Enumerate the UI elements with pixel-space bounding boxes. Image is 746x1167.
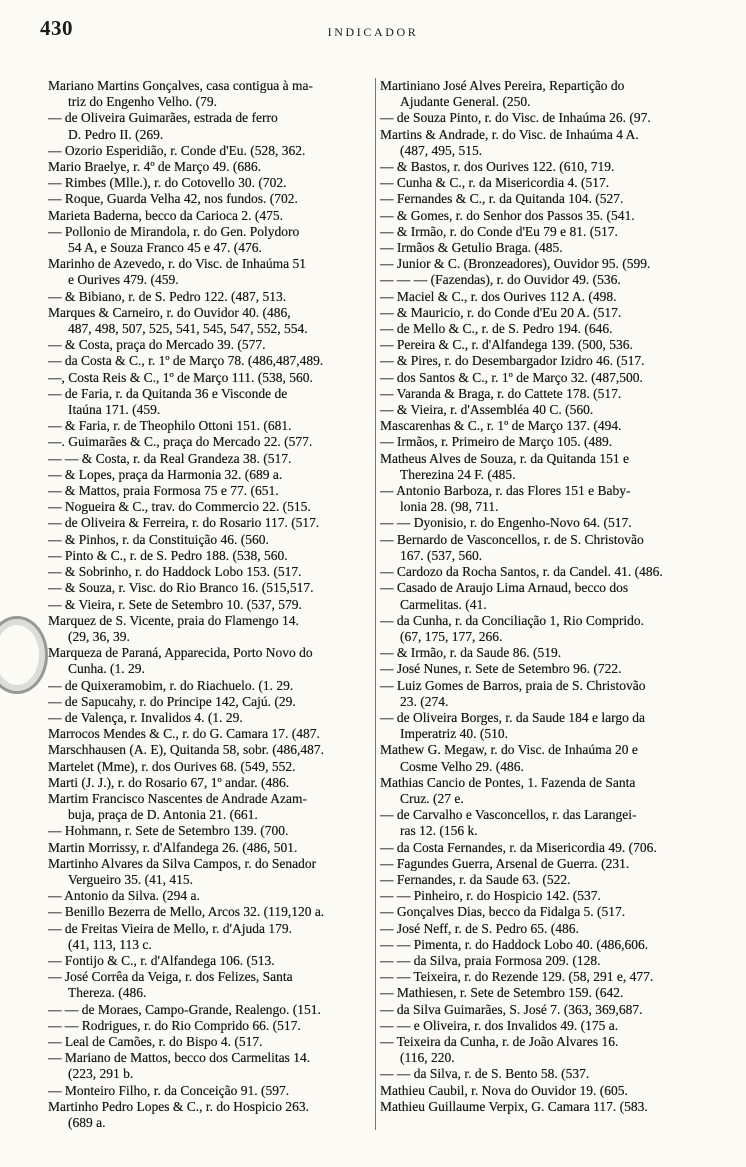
directory-entry: — de Faria, r. da Quitanda 36 e Visconde de Itaúna 171. (459. <box>48 385 288 418</box>
directory-entry: — — da Silva, r. de S. Bento 58. (537. <box>380 1066 590 1082</box>
directory-entry: — Fagundes Guerra, Arsenal de Guerra. (231. <box>380 855 630 871</box>
directory-entry: — & Vieira, r. Sete de Setembro 10. (537, 579. <box>48 596 302 612</box>
directory-entry: — & Lopes, praça da Harmonia 32. (689 a. <box>48 466 283 482</box>
directory-entry: Martin Morrissy, r. d'Alfandega 26. (486, 501. <box>48 839 298 855</box>
left-column <box>48 78 370 1131</box>
directory-entry: Mathieu Caubil, r. Nova do Ouvidor 19. (605. <box>380 1082 628 1098</box>
directory-entry: — Luiz Gomes de Barros, praia de S. Christovão 23. (274. <box>380 677 646 709</box>
right-column <box>380 78 706 1115</box>
directory-entry: — dos Santos & C., r. 1º de Março 32. (487,500. <box>380 369 643 385</box>
directory-entry: — Fernandes, r. da Saude 63. (522. <box>380 871 571 887</box>
directory-entry: — de Carvalho e Vasconcellos, r. das Larangei- ras 12. (156 k. <box>380 807 637 839</box>
directory-entry: — & Faria, r. de Theophilo Ottoni 151. (681. <box>48 418 292 434</box>
directory-entry: — da Costa & C., r. 1º de Março 78. (486,487,489. <box>48 353 324 369</box>
directory-entry: — Mathiesen, r. Sete de Setembro 159. (642. <box>380 985 624 1001</box>
directory-entry: — Nogueira & C., trav. do Commercio 22. (515. <box>48 499 311 515</box>
directory-entry: Marinho de Azevedo, r. do Visc. de Inhaúma 51 e Ourives 479. (459. <box>48 256 307 288</box>
directory-entry: — Antonio Barboza, r. das Flores 151 e Baby- lonia 28. (98, 711. <box>380 483 631 515</box>
directory-entry: — Cardozo da Rocha Santos, r. da Candel. 41. (486. <box>380 564 663 580</box>
page-number: 430 <box>40 16 73 40</box>
directory-entry: — — — (Fazendas), r. do Ouvidor 49. (536. <box>380 272 621 288</box>
directory-entry: Martim Francisco Nascentes de Andrade Azam- buja, praça de D. Antonia 21. (661. <box>48 790 308 823</box>
directory-entry: — de Oliveira & Ferreira, r. do Rosario 117. (517. <box>48 515 320 531</box>
directory-entry: — Irmãos & Getulio Braga. (485. <box>380 240 563 256</box>
directory-entry: — Pinto & C., r. de S. Pedro 188. (538, 560. <box>48 547 288 563</box>
directory-entry: — de Oliveira Borges, r. da Saude 184 e largo da Imperatriz 40. (510. <box>380 709 645 742</box>
directory-entry: — & Mattos, praia Formosa 75 e 77. (651. <box>48 483 279 499</box>
directory-entry: — Rimbes (Mlle.), r. do Cotovello 30. (702. <box>48 175 287 191</box>
directory-entry: — de Oliveira Guimarães, estrada de ferro D. Pedro II. (269. <box>48 110 278 142</box>
directory-entry: Mario Braelye, r. 4º de Março 49. (686. <box>48 159 262 175</box>
directory-entry: — José Corrêa da Veiga, r. dos Felizes, Santa Thereza. (486. <box>48 969 293 1001</box>
directory-entry: Matheus Alves de Souza, r. da Quitanda 151 e Therezina 24 F. (485. <box>380 450 629 482</box>
directory-entry: —, Costa Reis & C., 1º de Março 111. (538, 560. <box>48 369 313 385</box>
directory-entry: —. Guimarães & C., praça do Mercado 22. (577. <box>48 434 313 450</box>
directory-entry: — Fernandes & C., r. da Quitanda 104. (527. <box>380 191 624 207</box>
directory-entry: — Varanda & Braga, r. do Cattete 178. (517. <box>380 385 622 401</box>
directory-entry: Mathias Cancio de Pontes, 1. Fazenda de Santa Cruz. (27 e. <box>380 774 636 806</box>
directory-entry: Mariano Martins Gonçalves, casa contigua à ma- triz do Engenho Velho. (79. <box>48 78 314 110</box>
directory-entry: Martinho Alvares da Silva Campos, r. do Senador Vergueiro 35. (41, 415. <box>48 855 317 887</box>
directory-entry: — de Valença, r. Invalidos 4. (1. 29. <box>48 709 243 725</box>
directory-entry: — José Nunes, r. Sete de Setembro 96. (722. <box>380 661 622 677</box>
directory-entry: Martinho Pedro Lopes & C., r. do Hospicio 263. (689 a. <box>48 1098 309 1130</box>
directory-entry: — & Pires, r. do Desembargador Izidro 46. (517. <box>380 353 645 369</box>
directory-entry: Marieta Baderna, becco da Carioca 2. (475. <box>48 207 284 223</box>
directory-entry: — Benillo Bezerra de Mello, Arcos 32. (119,120 a. <box>48 904 325 920</box>
directory-entry: Mathew G. Megaw, r. do Visc. de Inhaúma 20 e Cosme Velho 29. (486. <box>380 742 638 774</box>
directory-entry: — — de Moraes, Campo-Grande, Realengo. (151. <box>48 1001 321 1017</box>
directory-entry: — de Freitas Vieira de Mello, r. d'Ajuda 179. (41, 113, 113 c. <box>48 920 292 952</box>
directory-entry: — & Vieira, r. d'Assembléa 40 C. (560. <box>380 402 594 418</box>
directory-entry: — — da Silva, praia Formosa 209. (128. <box>380 952 601 968</box>
directory-entry: — — Pimenta, r. do Haddock Lobo 40. (486,606. <box>380 936 649 952</box>
directory-entry: — — Rodrigues, r. do Rio Comprido 66. (517. <box>48 1017 301 1033</box>
directory-entry: — Antonio da Silva. (294 a. <box>48 888 200 904</box>
directory-entry: — & Sobrinho, r. do Haddock Lobo 153. (517. <box>48 564 302 580</box>
directory-entry: — & Souza, r. Visc. do Rio Branco 16. (515,517. <box>48 580 314 596</box>
library-stamp <box>0 616 48 694</box>
directory-entry: — Roque, Guarda Velha 42, nos fundos. (702. <box>48 191 298 207</box>
directory-entry: — Junior & C. (Bronzeadores), Ouvidor 95. (599. <box>380 256 651 272</box>
directory-entry: — Mariano de Mattos, becco dos Carmelitas 14. (223, 291 b. <box>48 1050 311 1082</box>
directory-entry: — — Dyonisio, r. do Engenho-Novo 64. (517. <box>380 515 632 531</box>
directory-entry: — Irmãos, r. Primeiro de Março 105. (489. <box>380 434 613 450</box>
directory-entry: — Pollonio de Mirandola, r. do Gen. Polydoro 54 A, e Souza Franco 45 e 47. (476. <box>48 223 300 256</box>
directory-entry: — — Pinheiro, r. do Hospicio 142. (537. <box>380 888 601 904</box>
directory-entry: — — & Costa, r. da Real Grandeza 38. (517. <box>48 450 292 466</box>
directory-entry: — Cunha & C., r. da Misericordia 4. (517. <box>380 175 610 191</box>
directory-entry: — de Quixeramobim, r. do Riachuelo. (1. 29. <box>48 677 294 693</box>
directory-entry: — de Sapucahy, r. do Principe 142, Cajú. (29. <box>48 693 296 709</box>
directory-entry: — — e Oliveira, r. dos Invalidos 49. (175 a. <box>380 1017 619 1033</box>
running-head: INDICADOR <box>327 25 419 39</box>
directory-entry: — de Mello & C., r. de S. Pedro 194. (646. <box>380 321 613 337</box>
directory-entry: — & Costa, praça do Mercado 39. (577. <box>48 337 266 353</box>
directory-entry: — Monteiro Filho, r. da Conceição 91. (597. <box>48 1082 290 1098</box>
directory-entry: — & Mauricio, r. do Conde d'Eu 20 A. (517. <box>380 304 622 320</box>
directory-entry: — Teixeira da Cunha, r. de João Alvares 16. (116, 220. <box>380 1033 619 1066</box>
directory-entry: — & Bastos, r. dos Ourives 122. (610, 719. <box>380 159 615 175</box>
directory-entry: — Gonçalves Dias, becco da Fidalga 5. (517. <box>380 904 626 920</box>
directory-entry: — Casado de Araujo Lima Arnaud, becco dos Carmelitas. (41. <box>380 580 629 612</box>
directory-entry: — & Irmão, r. da Saude 86. (519. <box>380 645 562 661</box>
column-divider <box>375 78 376 1130</box>
directory-entry: — — Teixeira, r. do Rezende 129. (58, 291 e, 477. <box>380 969 654 985</box>
directory-entry: — & Gomes, r. do Senhor dos Passos 35. (541. <box>380 207 635 223</box>
directory-entry: Marschhausen (A. E), Quitanda 58, sobr. (486,487. <box>48 742 324 758</box>
directory-entry: Martins & Andrade, r. do Visc. de Inhaúma 4 A. (487, 495, 515. <box>380 126 639 158</box>
directory-entry: Marrocos Mendes & C., r. do G. Camara 17. (487. <box>48 726 320 742</box>
directory-entry: — Pereira & C., r. d'Alfandega 139. (500, 536. <box>380 337 633 353</box>
directory-entry: — José Neff, r. de S. Pedro 65. (486. <box>380 920 579 936</box>
directory-entry: — Hohmann, r. Sete de Setembro 139. (700. <box>48 823 289 839</box>
directory-entry: — da Silva Guimarães, S. José 7. (363, 369,687. <box>380 1001 643 1017</box>
directory-entry: — da Costa Fernandes, r. da Misericordia 49. (706. <box>380 839 657 855</box>
directory-entry: Marqueza de Paraná, Apparecida, Porto Novo do Cunha. (1. 29. <box>48 645 313 677</box>
directory-entry: Mascarenhas & C., r. 1º de Março 137. (494. <box>380 418 622 434</box>
directory-entry: Mathieu Guillaume Verpix, G. Camara 117. (583. <box>380 1098 648 1114</box>
directory-entry: Martelet (Mme), r. dos Ourives 68. (549, 552. <box>48 758 296 774</box>
directory-entry: — de Souza Pinto, r. do Visc. de Inhaúma 26. (97. <box>380 110 651 126</box>
directory-entry: — da Cunha, r. da Conciliação 1, Rio Comprido. (67, 175, 177, 266. <box>380 612 644 644</box>
directory-entry: — Fontijo & C., r. d'Alfandega 106. (513. <box>48 952 275 968</box>
directory-entry: Marti (J. J.), r. do Rosario 67, 1º andar. (486. <box>48 774 290 790</box>
directory-entry: — & Irmão, r. do Conde d'Eu 79 e 81. (517. <box>380 223 618 239</box>
directory-entry: — Leal de Camões, r. do Bispo 4. (517. <box>48 1033 263 1049</box>
directory-entry: — Bernardo de Vasconcellos, r. de S. Christovão 167. (537, 560. <box>380 531 644 563</box>
directory-entry: — Ozorio Esperidião, r. Conde d'Eu. (528, 362. <box>48 142 306 158</box>
directory-entry: — Maciel & C., r. dos Ourives 112 A. (498. <box>380 288 617 304</box>
directory-entry: Marquez de S. Vicente, praia do Flamengo 14. (29, 36, 39. <box>48 612 299 644</box>
directory-entry: Marques & Carneiro, r. do Ouvidor 40. (486, 487, 498, 507, 525, 541, 545, 547, 552, 554. <box>48 304 308 337</box>
directory-entry: — & Pinhos, r. da Constituição 46. (560. <box>48 531 269 547</box>
directory-entry: Martiniano José Alves Pereira, Repartição do Ajudante General. (250. <box>380 78 625 110</box>
directory-entry: — & Bibiano, r. de S. Pedro 122. (487, 513. <box>48 288 287 304</box>
